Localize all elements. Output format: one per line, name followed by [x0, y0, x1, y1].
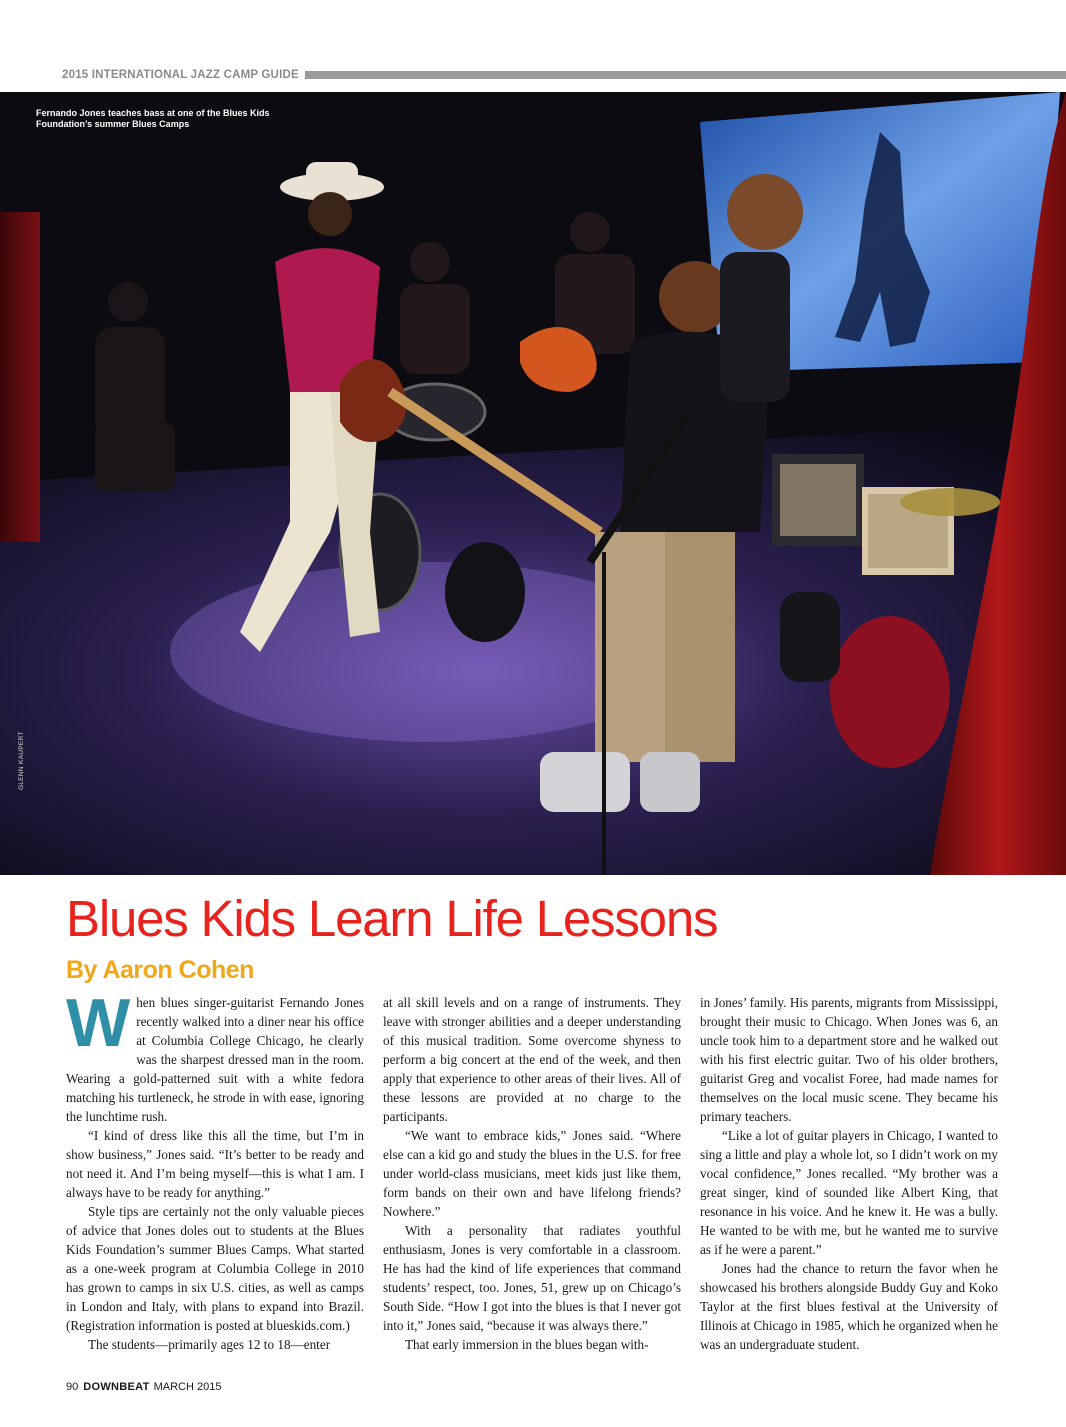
issue-date: MARCH 2015 [153, 1381, 222, 1393]
article-paragraph: “I kind of dress like this all the time, but I’m in show business,” Jones said. “It’s better to be ready and not need it. And I’m being myself—this is what I am. I always have to be ready for anything.” [66, 1128, 364, 1200]
article-headline: Blues Kids Learn Life Lessons [66, 890, 718, 947]
drop-cap: W [66, 985, 131, 1061]
article-paragraph: “Like a lot of guitar players in Chicago, I wanted to sing a little and play a whole lot, so I didn’t work on my vocal confidence,” Jones recalled. “My brother was a great singer, kind of sounded like Albert King, that resonance in his voice. And he knew it. He was a bully. He wanted to be with me, but he wanted me to survive as if he were a parent.” [700, 1128, 998, 1257]
article-paragraph: The students—primarily ages 12 to 18—enter [88, 1337, 331, 1352]
paragraph-text: hen blues singer-guitarist Fernando Jones recently walked into a diner near his office at Columbia College Chicago, he clearly was the sharpest dressed man in the room. Wearing a gold-patterned suit with a white fedora matching his turtleneck, he strode in with ease, ignoring the lunchtime rush. [66, 995, 364, 1124]
section-label: 2015 INTERNATIONAL JAZZ CAMP GUIDE [62, 68, 305, 82]
article-paragraph: “We want to embrace kids,” Jones said. “Where else can a kid go and study the blues in the U.S. for free under world-class musicians, meet kids just like them, form bands on their own and have lifelong friends? Nowhere.” [383, 1128, 681, 1219]
running-header [0, 34, 1066, 81]
article-paragraph: in Jones’ family. His parents, migrants from Mississippi, brought their music to Chicago. When Jones was 6, an uncle took him to a department store and he walked out with his first electric guitar. Two of his older brothers, guitarist Greg and vocalist Foree, had made names for themselves on the local music scene. They became his primary teachers. [700, 995, 998, 1124]
article-paragraph: That early immersion in the blues began with- [405, 1337, 649, 1352]
photo-caption: Fernando Jones teaches bass at one of the Blues Kids Foundation’s summer Blues Camps [36, 108, 270, 129]
article-column-1 [66, 985, 364, 1354]
photo-credit: GLENN KAUPERT [18, 731, 25, 790]
page-footer [66, 1380, 221, 1394]
feature-photo [0, 92, 1066, 875]
article-column-2 [383, 993, 681, 1354]
header-rule [262, 71, 1066, 79]
article-paragraph: With a personality that radiates youthful enthusiasm, Jones is very comfortable in a classroom. He has had the kind of life experiences that command students’ respect, too. Jones, 51, grew up on Chicago’s South Side. “How I got into the blues is that I never got into it,” Jones said, “because it was always there.” [383, 1223, 681, 1333]
stage-photo-illustration [0, 92, 1066, 875]
article-column-3 [700, 993, 998, 1354]
article-paragraph: at all skill levels and on a range of instruments. They leave with stronger abilities and a deeper understanding of this musical tradition. Some overcome shyness to perform a big concert at the end of the week, and then apply that experience to other areas of their lives. All of these lessons are provided at no charge to the participants. [383, 995, 681, 1124]
page-number: 90 [66, 1381, 79, 1393]
magazine-name: DOWNBEAT [83, 1381, 150, 1393]
article-paragraph: Style tips are certainly not the only valuable pieces of advice that Jones doles out to students at the Blues Kids Foundation’s summer Blues Camps. What started as a one-week program at Columbia College in 2010 has grown to camps in six U.S. cities, as well as camps in London and Italy, with plans to expand into Brazil. (Registration information is posted at blueskids.com.) [66, 1204, 364, 1333]
article-paragraph: Jones had the chance to return the favor when he showcased his brothers alongside Buddy Guy and Koko Taylor at the first blues festival at the University of Illinois at Chicago in 1985, which he organized when he was an undergraduate student. [700, 1261, 998, 1352]
article-byline: By Aaron Cohen [66, 956, 254, 984]
article-paragraph [66, 985, 364, 1126]
